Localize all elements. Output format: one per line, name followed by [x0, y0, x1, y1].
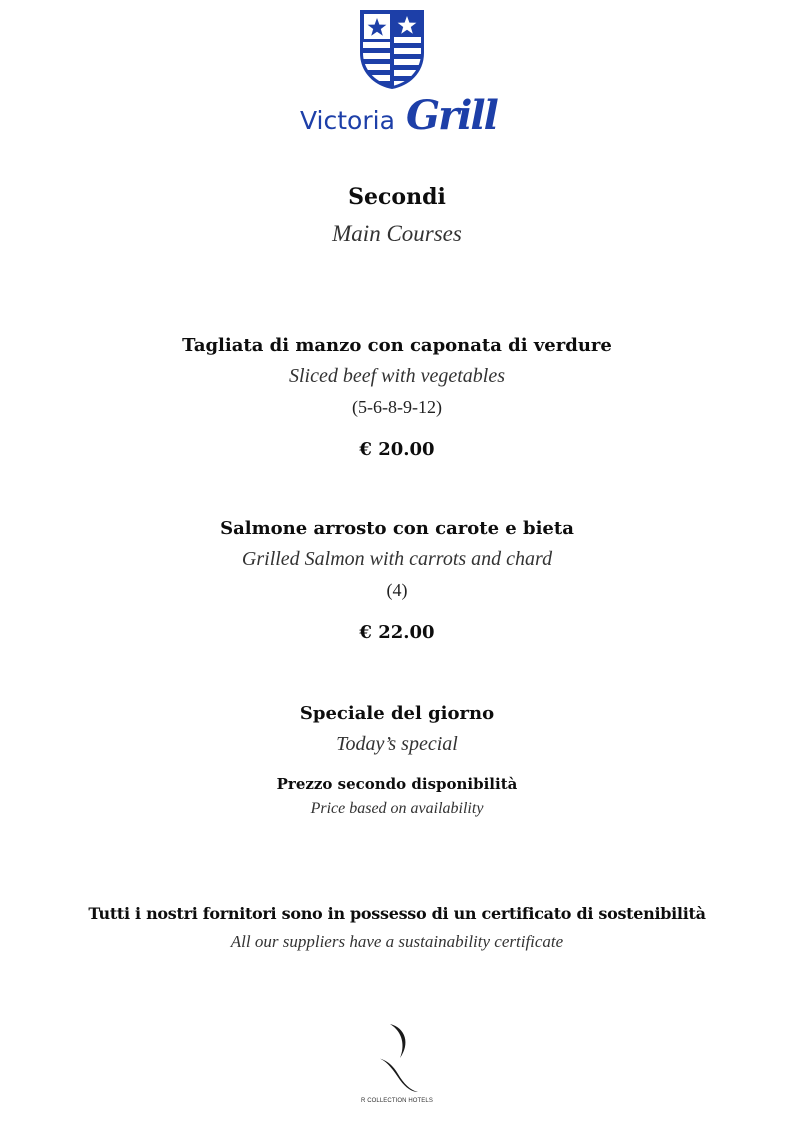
brand-wordmark	[298, 92, 498, 142]
dish-name: Salmone arrosto con carote e bieta	[220, 518, 574, 539]
page-subtitle: Main Courses	[332, 221, 462, 246]
dish-price: € 22.00	[359, 622, 435, 643]
r-collection-logo-icon	[372, 1022, 422, 1094]
dish-allergens: (5-6-8-9-12)	[352, 397, 442, 417]
dish-name: Tagliata di manzo con caponata di verdure	[182, 335, 612, 356]
special-price-note: Prezzo secondo disponibilità	[276, 775, 518, 793]
sustainability-note: Tutti i nostri fornitori sono in possesso di un certificato di sostenibilità	[88, 904, 706, 923]
r-collection-caption: R COLLECTION HOTELS	[361, 1098, 433, 1104]
page-title: Secondi	[348, 184, 446, 210]
special-name: Speciale del giorno	[299, 703, 495, 724]
brand-name-victoria: Victoria	[300, 106, 395, 135]
dish-price: € 20.00	[359, 439, 435, 460]
shield-crest-icon	[359, 9, 425, 89]
special-price-note-translation: Price based on availability	[310, 800, 484, 817]
dish-translation: Grilled Salmon with carrots and chard	[241, 548, 553, 570]
dish-allergens: (4)	[386, 580, 408, 600]
dish-translation: Sliced beef with vegetables	[288, 365, 506, 387]
brand-name-grill: Grill	[406, 92, 497, 139]
sustainability-note-translation: All our suppliers have a sustainability certificate	[230, 932, 564, 951]
special-translation: Today’s special	[336, 733, 458, 755]
